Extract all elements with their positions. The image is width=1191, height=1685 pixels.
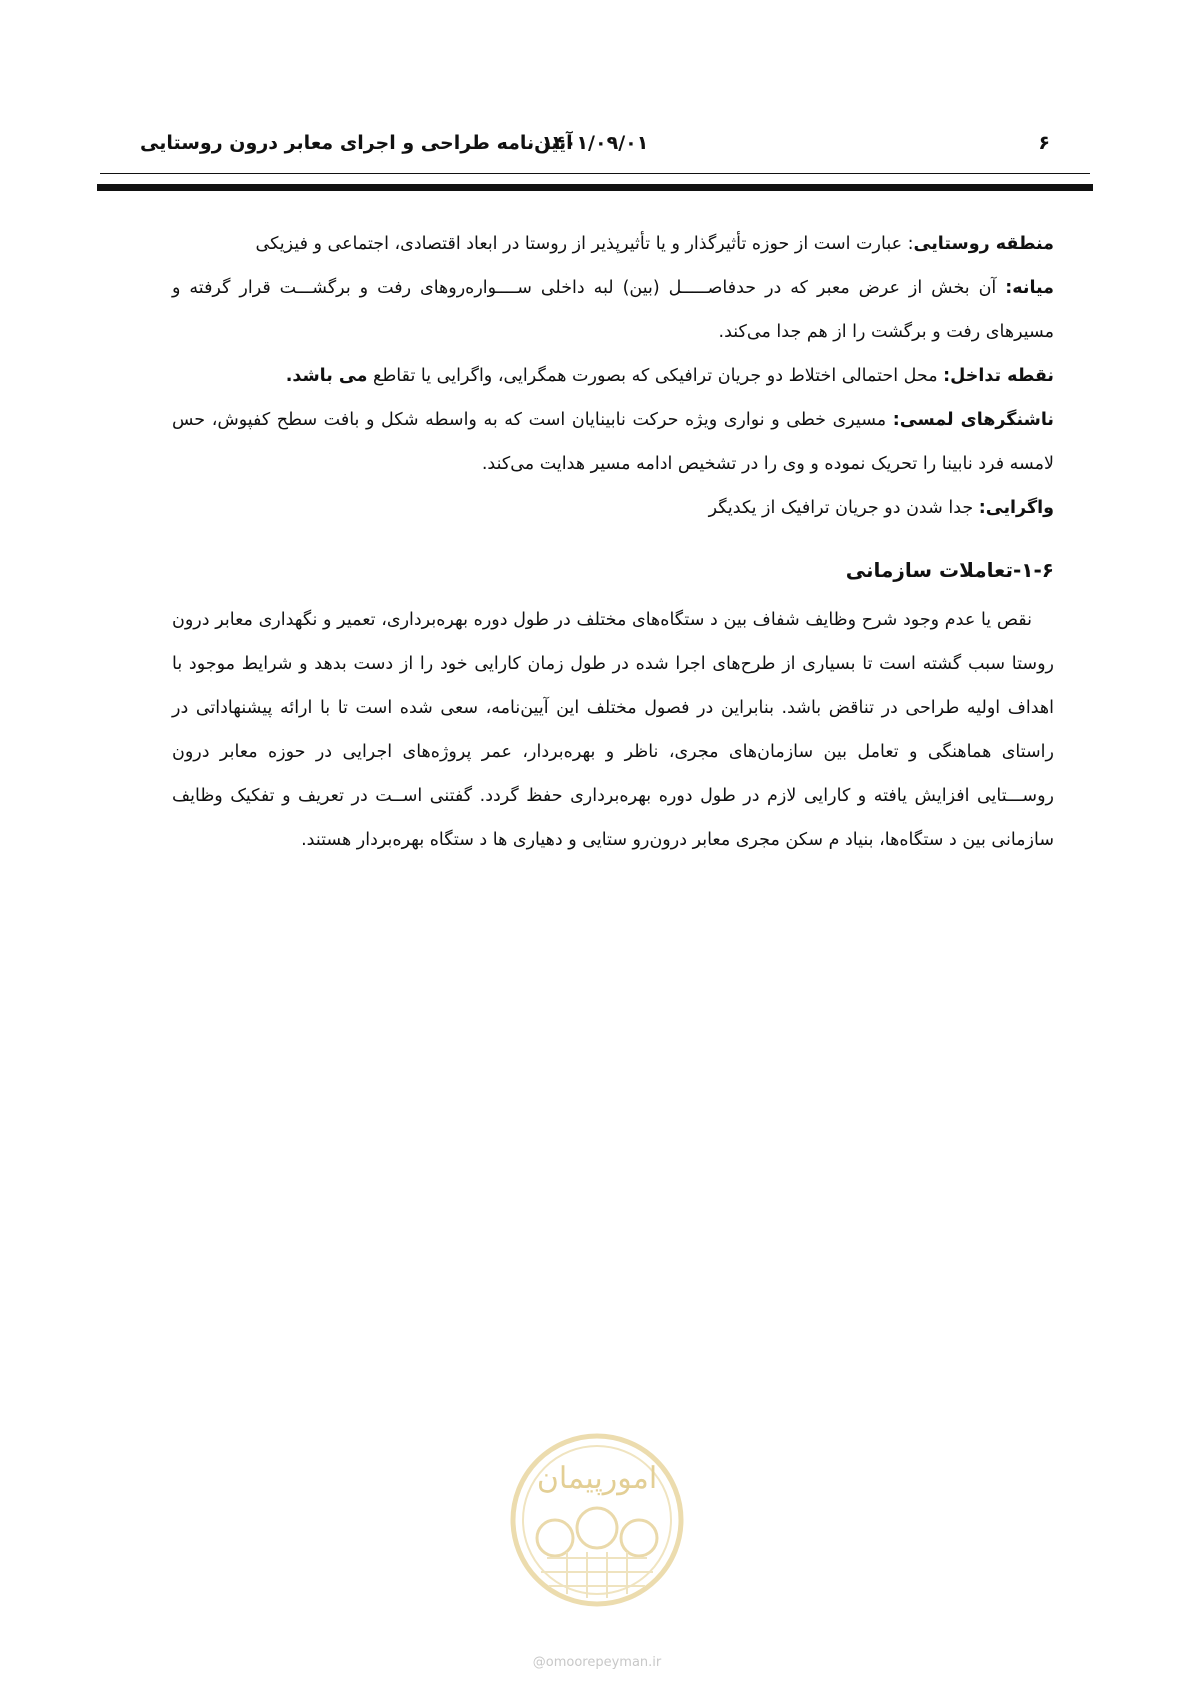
definition-conflict-point xyxy=(172,354,1054,398)
watermark-logo-text: امورپیمان xyxy=(536,1461,658,1496)
watermark-site: @omoorepeyman.ir xyxy=(532,1655,662,1670)
section-heading: ۱-۶-تعاملات سازمانی xyxy=(845,558,1054,582)
document-title: آیین‌نامه طراحی و اجرای معابر درون روستایی xyxy=(140,132,573,154)
page-header xyxy=(100,128,1090,168)
definition-term: واگرایی: xyxy=(978,498,1054,518)
definition-text: جدا شدن دو جریان ترافیک از یکدیگر xyxy=(708,498,974,518)
definition-text: عبارت است از حوزه تأثیرگذار و یا تأثیرپذیر از روستا در ابعاد اقتصادی، اجتماعی و فیزیکی xyxy=(255,234,903,254)
definition-text: مسیری خطی و نواری ویژه حرکت نابینایان است که به واسطه شکل و بافت سطح کفپوش، حس لامسه فرد نابینا را تحریک نموده و وی را در تشخیص ادامه مسیر هدایت می‌کند. xyxy=(172,410,1054,474)
watermark-logo xyxy=(507,1430,687,1610)
definition-divergence xyxy=(172,486,1054,530)
header-date: ۱۴۰۱/۰۹/۰۱ xyxy=(541,132,649,154)
definition-rural-area xyxy=(172,222,1054,266)
page-content xyxy=(172,222,1054,862)
definition-term: ناشنگرهای لمسی: xyxy=(892,410,1054,430)
definition-text: محل احتمالی اختلاط دو جریان ترافیکی که بصورت همگرایی، واگرایی یا تقاطع xyxy=(367,366,938,386)
section-body: نقص یا عدم وجود شرح وظایف شفاف بین د ستگاه‌های مختلف در طول دوره بهره‌برداری، تعمیر و نگهداری معابر درون روستا سبب گشته است تا بسیاری از طرح‌های اجرا شده در طول زمان کارایی خود را از دست بدهد و شرایط موجود با اهداف اولیه طراحی در تناقض باشد. بنابراین در فصول مختلف این آیین‌نامه، سعی شده است تا با ارائه پیشنهاداتی در راستای هماهنگی و تعامل بین سازمان‌های مجری، ناظر و بهره‌بردار، عمر پروژه‌های اجرایی در حوزه معابر درون روســـتایی افزایش یافته و کارایی لازم در طول دوره بهره‌برداری حفظ گردد. گفتنی اســت در تعریف و تفکیک وظایف سازمانی بین د ستگاه‌ها، بنیاد م سکن مجری معابر درون‌رو ستایی و دهیاری ها د ستگاه بهره‌بردار هستند. xyxy=(172,610,1054,850)
definition-median xyxy=(172,266,1054,354)
definition-bold-tail: می باشد. xyxy=(285,366,368,386)
page-number: ۶ xyxy=(1038,132,1050,154)
definition-term: منطقه روستایی xyxy=(913,234,1054,254)
definition-term: میانه: xyxy=(1005,278,1054,298)
definition-separator xyxy=(886,410,893,430)
definition-text: آن بخش از عرض معبر که در حدفاصـــــل (بین) لبه داخلی ســــواره‌روهای رفت و برگشـــت قرار گرفته و مسیرهای رفت و برگشت را از هم جدا می‌کند. xyxy=(172,278,1054,342)
definition-separator xyxy=(996,278,1005,298)
definition-tactile-indicators xyxy=(172,398,1054,486)
header-rule-thin xyxy=(100,173,1090,174)
definition-separator: : xyxy=(902,234,914,254)
header-rule-thick xyxy=(97,184,1093,191)
definition-term: نقطه تداخل: xyxy=(943,366,1054,386)
